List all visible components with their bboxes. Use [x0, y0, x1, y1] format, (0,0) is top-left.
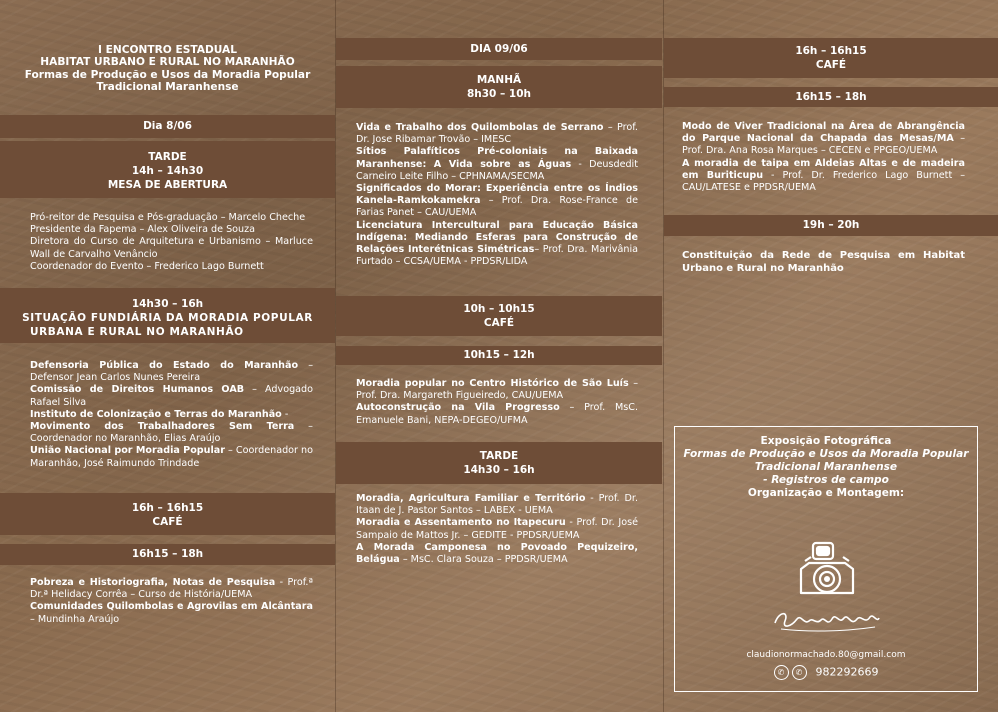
list-item: Moradia, Agricultura Familiar e Território - Prof. Dr. Itaan de J. Pastor Santos – LABEX - UEMA — [356, 493, 638, 517]
list-item: União Nacional por Moradia Popular – Coordenador no Maranhão, José Raimundo Trindade — [30, 445, 313, 469]
day-label: DIA 09/06 — [470, 43, 528, 55]
manha-bar — [336, 66, 662, 108]
list-item: Licenciatura Intercultural para Educação Básica Indígena: Mediando Esferas para Construção de Relações Interétnicas Simétricas– Prof. Dra. Marivânia Furtado – CCSA/UEMA - PPDSR/LIDA — [356, 219, 638, 268]
list-item: Coordenador do Evento – Frederico Lago Burnett — [30, 260, 264, 272]
list-item: Diretora do Curso de Arquitetura e Urbanismo – Marluce Wall de Carvalho Venâncio — [30, 236, 313, 260]
opening-panel-list — [30, 212, 313, 273]
phone-icon: ✆ — [774, 665, 789, 680]
situacao-bar — [0, 288, 335, 343]
day-label: Dia 8/06 — [143, 120, 192, 132]
list-item: Pobreza e Historiografia, Notas de Pesquisa - Prof.ª Dr.ª Helidacy Corrêa – Curso de História/UEMA — [30, 577, 313, 601]
time-label: 16h15 – 18h — [131, 548, 204, 560]
night-session — [682, 249, 965, 275]
manha-list — [356, 122, 638, 268]
time-label: 14h30 – 16h — [463, 464, 535, 476]
title-line-2: HABITAT URBANO E RURAL NO MARANHÃO — [40, 56, 295, 69]
time-label: 10h – 10h15 — [463, 303, 535, 315]
tarde-bar-2 — [336, 442, 662, 484]
slot-bar-10h15 — [336, 346, 662, 365]
day-bar-8-06 — [0, 115, 335, 138]
list-item: Movimento dos Trabalhadores Sem Terra – Coordenador no Maranhão, Elias Araújo — [30, 421, 313, 445]
photo-exhibition-box — [674, 426, 978, 692]
contact-email: claudionormachado.80@gmail.com — [746, 650, 906, 660]
list-item: Autoconstrução na Vila Progresso – Prof. MsC. Emanuele Bani, NEPA-DEGEO/UFMA — [356, 402, 638, 426]
slot-bar-16h15 — [0, 544, 335, 565]
list-item: Vida e Trabalho dos Quilombolas de Serrano – Prof. Dr. Jose Ribamar Trovão – IMESC — [356, 122, 638, 146]
list-item: Defensoria Pública do Estado do Maranhão – Defensor Jean Carlos Nunes Pereira — [30, 360, 314, 384]
list-item: Sítios Palafíticos Pré-coloniais na Baixada Maranhense: A Vida sobre as Águas - Deusdedit Carneiro Leite Filho – CPHNAMA/SECMA — [356, 146, 638, 182]
tarde-opening-bar — [0, 141, 335, 198]
event-title — [0, 44, 335, 94]
exhibition-note: - Registros de campo — [763, 474, 889, 486]
cafe-bar-3 — [664, 38, 998, 78]
title-subtitle-2: Tradicional Maranhense — [96, 81, 239, 94]
list-item: Pró-reitor de Pesquisa e Pós-graduação – Marcelo Cheche — [30, 212, 306, 223]
list-item: Instituto de Colonização e Terras do Maranhão - — [30, 408, 289, 420]
phone-number: 982292669 — [815, 665, 879, 679]
camera-logo-icon — [795, 539, 859, 603]
list-item: Presidente da Fapema – Alex Oliveira de Souza — [30, 224, 256, 236]
session-title: URBANA E RURAL NO MARANHÃO — [30, 326, 244, 338]
slot-list — [356, 378, 638, 427]
organization-label: Organização e Montagem: — [747, 487, 905, 499]
list-item: A Morada Camponesa no Povoado Pequizeiro, Belágua – MsC. Clara Souza – PPDSR/UEMA — [356, 541, 638, 566]
exhibition-subtitle: Tradicional Maranhense — [754, 461, 898, 473]
day-bar-09-06 — [336, 38, 662, 60]
list-item: Moradia popular no Centro Histórico de São Luís – Prof. Dra. Margareth Figueiredo, CAU/UEMA — [356, 378, 638, 402]
time-label: 16h15 – 18h — [795, 91, 867, 103]
break-label: CAFÉ — [152, 516, 183, 528]
session-title: Constituição da Rede de Pesquisa em Habitat Urbano e Rural no Maranhão — [682, 250, 965, 274]
time-label: 10h15 – 12h — [463, 349, 535, 361]
session-title: MESA DE ABERTURA — [107, 179, 228, 191]
list-item: Moradia e Assentamento no Itapecuru - Prof. Dr. José Sampaio de Mattos Jr. – GEDITE - PPDSR/UEMA — [356, 517, 638, 541]
signature-logo — [771, 605, 883, 635]
cafe-bar-2 — [336, 296, 662, 336]
time-label: 8h30 – 10h — [466, 88, 532, 100]
whatsapp-icon: ✆ — [792, 665, 807, 680]
list-item: A moradia de taipa em Aldeias Altas e de madeira em Buriticupu - Prof. Dr. Frederico Lago Burnett – CAU/LATESE e PPDSR/UEMA — [682, 157, 965, 194]
title-subtitle-1: Formas de Produção e Usos da Moradia Popular — [24, 68, 311, 81]
time-label: 19h – 20h — [802, 219, 860, 231]
period-label: MANHÃ — [476, 74, 522, 86]
tarde-list — [356, 493, 638, 566]
exhibition-title: Exposição Fotográfica — [760, 435, 892, 447]
list-item: Comunidades Quilombolas e Agrovilas em Alcântara – Mundinha Araújo — [30, 601, 313, 625]
night-bar — [664, 215, 998, 236]
time-label: 16h – 16h15 — [795, 45, 867, 57]
title-line-1: I ENCONTRO ESTADUAL — [98, 44, 237, 56]
slot-list-day2 — [682, 121, 965, 194]
cafe-bar-1 — [0, 493, 335, 535]
period-label: TARDE — [148, 151, 187, 163]
break-label: CAFÉ — [815, 59, 847, 71]
break-label: CAFÉ — [483, 317, 515, 329]
contact-phone-row — [675, 665, 977, 680]
time-label: 14h30 – 16h — [131, 298, 204, 310]
session-title: SITUAÇÃO FUNDIÁRIA DA MORADIA POPULAR — [22, 312, 313, 324]
time-label: 16h – 16h15 — [131, 502, 204, 514]
situacao-list — [30, 360, 313, 470]
list-item: Significados do Morar: Experiência entre os Índios Kanela-Ramkokamekra – Prof. Dra. Rose-France de Farias Panet – CAU/UEMA — [356, 183, 638, 219]
list-item: Modo de Viver Tradicional na Área de Abrangência do Parque Nacional da Chapada das Mesas/MA – Prof. Dra. Ana Rosa Marques – CECEN e PPGEO/UEMA — [682, 121, 966, 157]
list-item: Comissão de Direitos Humanos OAB – Advogado Rafael Silva — [30, 384, 313, 408]
slot-bar-16h15-day2 — [664, 87, 998, 107]
final-list — [30, 577, 313, 626]
exhibition-subtitle: Formas de Produção e Usos da Moradia Popular — [683, 448, 969, 460]
time-label: 14h – 14h30 — [131, 165, 204, 177]
period-label: TARDE — [479, 450, 519, 462]
phone-icons — [774, 665, 810, 680]
